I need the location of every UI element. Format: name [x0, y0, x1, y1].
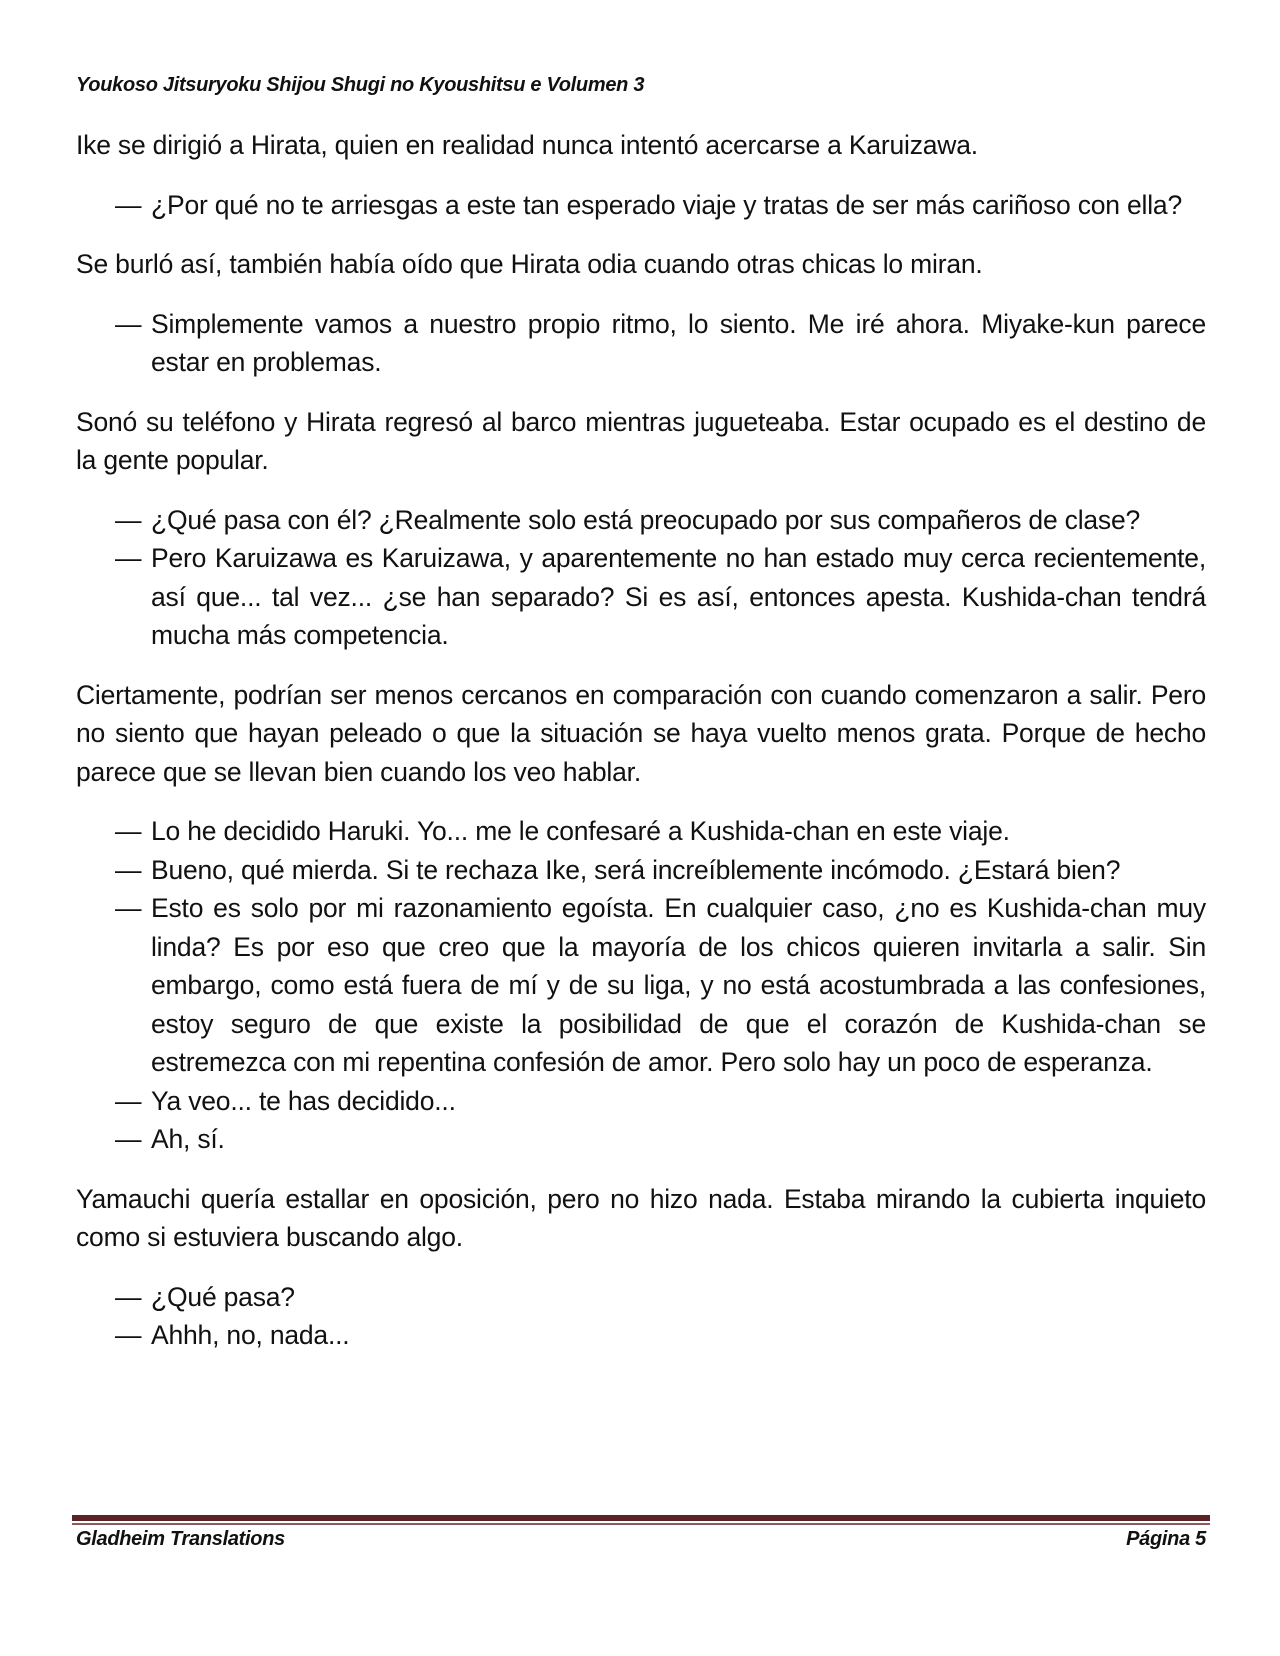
dialogue-text: ¿Qué pasa con él? ¿Realmente solo está preocupado por sus compañeros de clase?	[151, 504, 1141, 535]
dialogue-text: Esto es solo por mi razonamiento egoísta. En cualquier caso, ¿no es Kushida-chan muy linda? Es por eso que creo que la mayoría de los chicos quieren invitarla a salir. Sin embargo, como está fuera de mí y de su liga, y no está acostumbrada a las confesiones, estoy seguro de que existe la posibilidad de que el corazón de Kushida-chan se estremezca con mi repentina confesión de amor. Pero solo hay un poco de esperanza.	[151, 893, 1206, 1077]
dialogue-text: Simplemente vamos a nuestro propio ritmo, lo siento. Me iré ahora. Miyake-kun parece estar en problemas.	[151, 308, 1206, 377]
dash-glyph: —	[115, 1124, 142, 1154]
dialogue-line	[76, 305, 1206, 382]
dialogue-line	[76, 812, 1206, 851]
dash-glyph: —	[115, 504, 142, 535]
dash-glyph: —	[115, 893, 142, 923]
footer-rule-thin	[72, 1523, 1210, 1525]
dash-glyph: —	[115, 1281, 142, 1312]
paragraph: Ike se dirigió a Hirata, quien en realidad nunca intentó acercarse a Karuizawa.	[76, 130, 978, 160]
dash-glyph: —	[115, 543, 142, 573]
paragraph: Ciertamente, podrían ser menos cercanos en comparación con cuando comenzaron a salir. Pero no siento que hayan peleado o que la situación se haya vuelto menos grata. Porque de hecho parece que se llevan bien cuando los veo hablar.	[76, 679, 1206, 787]
dash-glyph: —	[115, 308, 142, 339]
dialogue-group	[76, 501, 1206, 655]
page-body	[76, 126, 1206, 1376]
dash-glyph: —	[115, 1085, 142, 1116]
dialogue-line	[76, 1120, 1206, 1159]
page-footer	[76, 1528, 1206, 1551]
footer-rule-thick	[72, 1515, 1210, 1521]
dash-glyph: —	[115, 1320, 142, 1350]
dash-glyph: —	[115, 854, 142, 885]
dialogue-text: Pero Karuizawa es Karuizawa, y aparentemente no han estado muy cerca recientemente, así que... tal vez... ¿se han separado? Si es así, entonces apesta. Kushida-chan tendrá mucha más competencia.	[151, 543, 1206, 650]
dialogue-group	[76, 812, 1206, 1159]
dialogue-line	[76, 186, 1206, 225]
paragraph: Yamauchi quería estallar en oposición, pero no hizo nada. Estaba mirando la cubierta inquieto como si estuviera buscando algo.	[76, 1183, 1206, 1252]
dialogue-line	[76, 1316, 1206, 1355]
dialogue-line	[76, 501, 1206, 540]
dialogue-line	[76, 539, 1206, 655]
dialogue-text: Lo he decidido Haruki. Yo... me le confesaré a Kushida-chan en este viaje.	[151, 816, 1010, 846]
dialogue-line	[76, 1082, 1206, 1121]
paragraph: Se burló así, también había oído que Hirata odia cuando otras chicas lo miran.	[76, 249, 983, 279]
dialogue-group	[76, 1278, 1206, 1355]
dialogue-group	[76, 186, 1206, 225]
dialogue-text: Bueno, qué mierda. Si te rechaza Ike, será increíblemente incómodo. ¿Estará bien?	[151, 854, 1121, 885]
dialogue-text: Ah, sí.	[151, 1124, 225, 1154]
dialogue-line	[76, 851, 1206, 890]
dialogue-text: Ya veo... te has decidido...	[151, 1085, 456, 1116]
dash-glyph: —	[115, 189, 142, 220]
dialogue-line	[76, 889, 1206, 1082]
dialogue-text: ¿Por qué no te arriesgas a este tan esperado viaje y tratas de ser más cariñoso con ella?	[151, 189, 1182, 220]
dialogue-group	[76, 305, 1206, 382]
page-header-title: Youkoso Jitsuryoku Shijou Shugi no Kyoushitsu e Volumen 3	[76, 74, 645, 96]
footer-publisher: Gladheim Translations	[76, 1528, 285, 1550]
footer-page-number: Página 5	[1126, 1528, 1206, 1550]
dialogue-text: ¿Qué pasa?	[151, 1281, 295, 1312]
dialogue-text: Ahhh, no, nada...	[151, 1320, 350, 1350]
paragraph: Sonó su teléfono y Hirata regresó al barco mientras jugueteaba. Estar ocupado es el destino de la gente popular.	[76, 406, 1206, 475]
dash-glyph: —	[115, 816, 142, 846]
dialogue-line	[76, 1278, 1206, 1317]
